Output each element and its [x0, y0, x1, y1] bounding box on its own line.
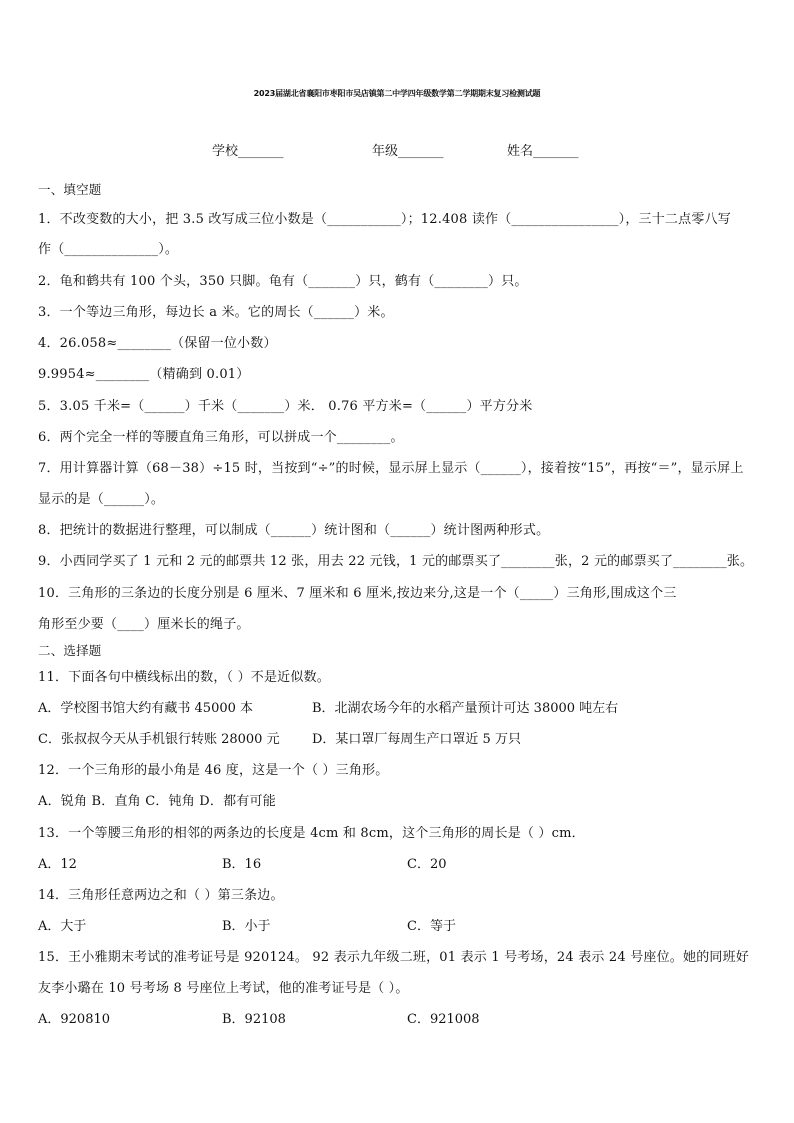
- question-12-options: A．锐角 B．直角 C．钝角 D．都有可能: [38, 794, 276, 809]
- section-multiple-choice: 二、选择题: [38, 643, 102, 658]
- question-4-line-1: 4．26.058≈________（保留一位小数）: [38, 336, 277, 351]
- question-10-line-2: 角形至少要（____）厘米长的绳子。: [38, 617, 250, 632]
- question-5: 5．3.05 千米=（______）千米（_______）米． 0.76 平方米=（______）平方分米: [38, 399, 533, 414]
- question-10-line-1: 10．三角形的三条边的长度分别是 6 厘米、7 厘米和 6 厘米,按边来分,这是一个（_____）三角形,围成这个三: [38, 586, 677, 601]
- school-field: 学校_______: [212, 144, 284, 159]
- question-11-option-c: C．张叔叔今天从手机银行转账 28000 元: [38, 732, 280, 747]
- question-8: 8．把统计的数据进行整理，可以制成（______）统计图和（______）统计图两种形式。: [38, 523, 550, 538]
- question-13-option-b: B．16: [222, 857, 262, 872]
- grade-field: 年级_______: [372, 144, 444, 159]
- question-15-line-1: 15．王小雅期末考试的准考证号是 920124。 92 表示九年级二班，01 表示 1 号考场，24 表示 24 号座位。她的同班好: [38, 950, 749, 965]
- question-15-option-a: A．920810: [38, 1012, 111, 1027]
- question-6: 6．两个完全一样的等腰直角三角形，可以拼成一个________。: [38, 430, 404, 445]
- question-14-option-c: C．等于: [407, 919, 456, 934]
- question-14-option-a: A．大于: [38, 919, 87, 934]
- section-fill-in: 一、填空题: [38, 182, 102, 197]
- question-3: 3．一个等边三角形，每边长 a 米。它的周长（______）米。: [38, 305, 394, 320]
- question-1-line-1: 1．不改变数的大小，把 3.5 改写成三位小数是（___________）；12.408 读作（________________），三十二点零八写: [38, 212, 731, 227]
- question-15-line-2: 友李小璐在 10 号考场 8 号座位上考试，他的准考证号是（ ）。: [38, 981, 409, 996]
- question-11: 11．下面各句中横线标出的数，（ ）不是近似数。: [38, 670, 330, 685]
- question-13-option-c: C．20: [407, 857, 447, 872]
- question-9: 9．小西同学买了 1 元和 2 元的邮票共 12 张，用去 22 元钱，1 元的邮票买了________张，2 元的邮票买了________张。: [38, 554, 754, 569]
- question-15-option-c: C．921008: [407, 1012, 480, 1027]
- question-4-line-2: 9.9954≈________（精确到 0.01）: [38, 367, 250, 382]
- question-2: 2．龟和鹤共有 100 个头，350 只脚。龟有（_______）只，鹤有（________）只。: [38, 274, 528, 289]
- question-11-option-a: A．学校图书馆大约有藏书 45000 本: [38, 701, 254, 716]
- question-11-option-d: D．某口罩厂每周生产口罩近 5 万只: [312, 732, 521, 747]
- question-13: 13．一个等腰三角形的相邻的两条边的长度是 4cm 和 8cm，这个三角形的周长是（ ）cm．: [38, 826, 585, 841]
- question-12: 12．一个三角形的最小角是 46 度，这是一个（ ）三角形。: [38, 763, 389, 778]
- name-field: 姓名_______: [507, 144, 579, 159]
- question-1-line-2: 作（______________）。: [38, 242, 179, 257]
- question-7-line-2: 显示的是（______）。: [38, 492, 165, 507]
- page-title: 2023届湖北省襄阳市枣阳市吴店镇第二中学四年级数学第二学期期末复习检测试题: [253, 89, 541, 98]
- question-14-option-b: B．小于: [222, 919, 271, 934]
- question-14: 14．三角形任意两边之和（ ）第三条边。: [38, 888, 284, 903]
- question-13-option-a: A．12: [38, 857, 77, 872]
- question-11-option-b: B．北湖农场今年的水稻产量预计可达 38000 吨左右: [312, 701, 619, 716]
- question-15-option-b: B．92108: [222, 1012, 286, 1027]
- question-7-line-1: 7．用计算器计算（68－38）÷15 时，当按到“÷”的时候，显示屏上显示（______），接着按“15”，再按“＝”，显示屏上: [38, 461, 744, 476]
